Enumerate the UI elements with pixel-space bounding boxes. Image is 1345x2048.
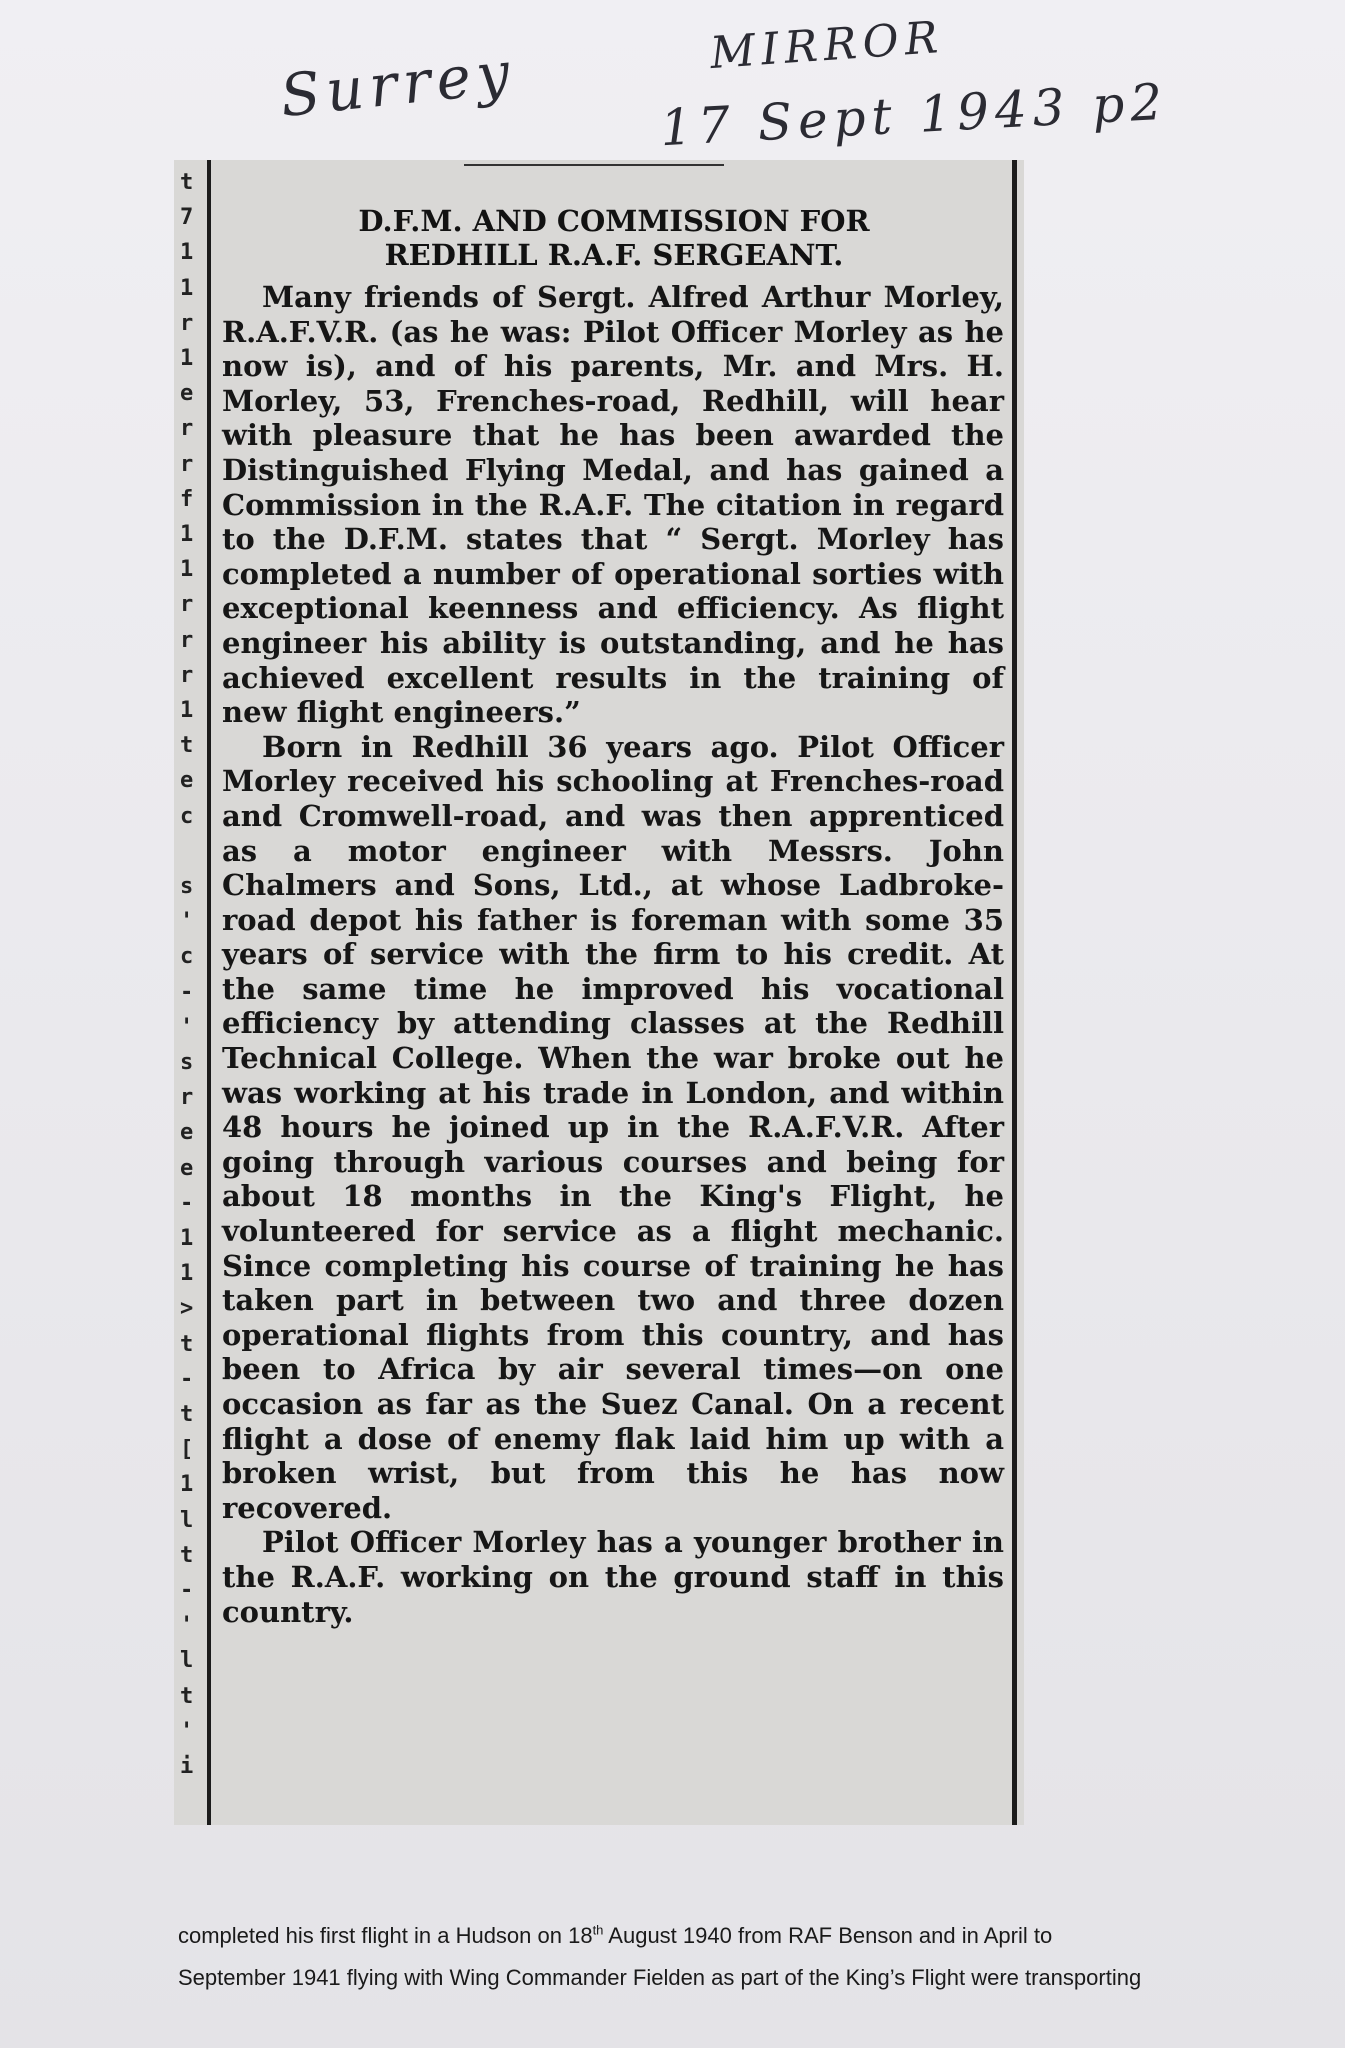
edge-fragment: r — [180, 1085, 194, 1111]
edge-fragment: - — [180, 979, 194, 1005]
edge-fragment: s — [180, 874, 194, 899]
edge-fragment: c — [180, 803, 194, 829]
edge-fragment: r — [180, 416, 194, 442]
edge-fragment: e — [180, 768, 194, 794]
edge-fragment: e — [180, 381, 194, 407]
handwritten-annotation — [270, 11, 1270, 160]
clipped-column-edge — [176, 170, 198, 1810]
edge-fragment: 1 — [180, 698, 194, 723]
edge-fragment: r — [180, 310, 194, 336]
edge-fragment: 1 — [180, 522, 194, 547]
headline-line-2: REDHILL R.A.F. SERGEANT. — [384, 238, 844, 272]
edge-fragment: t — [180, 1683, 194, 1709]
edge-fragment: t — [180, 1542, 194, 1568]
edge-fragment: c — [180, 944, 194, 970]
edge-fragment: i — [180, 1754, 194, 1779]
caption-line-1-end: August 1940 from RAF Benson and in April to — [603, 1923, 1053, 1948]
edge-fragment: 1 — [180, 346, 194, 371]
edge-fragment: r — [180, 592, 194, 618]
edge-fragment: r — [180, 662, 194, 688]
edge-fragment: t — [180, 1402, 194, 1427]
edge-fragment: e — [180, 1120, 194, 1146]
edge-fragment: 1 — [180, 1261, 194, 1287]
edge-fragment: 1 — [180, 1472, 194, 1498]
edge-fragment: 7 — [180, 205, 194, 231]
edge-fragment: 1 — [180, 557, 194, 583]
edge-fragment: 1 — [180, 275, 194, 301]
edge-fragment: - — [180, 1190, 194, 1216]
column-rule-left — [207, 160, 211, 1825]
article-paragraph-3: Pilot Officer Morley has a younger brother in the R.A.F. working on the ground staff in this country. — [222, 1525, 1004, 1629]
edge-fragment: l — [180, 1507, 194, 1533]
edge-fragment: f — [180, 486, 194, 512]
caption-ordinal-suffix: th — [592, 1922, 604, 1938]
article-paragraph-2: Born in Redhill 36 years ago. Pilot Officer Morley received his schooling at Frenches-road and Cromwell-road, and was then apprenticed as a motor engineer with Messrs. John Chalmers and Sons, Ltd., at whose Ladbroke-road depot his father is foreman with some 35 years of service with the firm to his credit. At the same time he improved his vocational efficiency by attending classes at the Redhill Technical College. When the war broke out he was working at his trade in London, and within 48 hours he joined up in the R.A.F.V.R. After going through various courses and being for about 18 months in the King's Flight, he volunteered for service as a flight mechanic. Since completing his course of training he has taken part in between two and three dozen operational flights from this country, and has been to Africa by air several times—on one occasion as far as the Suez Canal. On a recent flight a dose of enemy flak laid him up with a broken wrist, but from this he has now recovered. — [222, 729, 1004, 1525]
edge-fragment: l — [180, 1648, 194, 1674]
caption-line-2: September 1941 flying with Wing Commander Fielden as part of the King’s Flight were transporting — [178, 1965, 1142, 1990]
edge-fragment: - — [180, 1578, 194, 1603]
edge-fragment: s — [180, 1050, 194, 1075]
column-rule-right — [1012, 160, 1017, 1825]
handwritten-title: MIRROR — [708, 11, 946, 80]
edge-fragment: - — [180, 1366, 194, 1392]
article-paragraph-1: Many friends of Sergt. Alfred Arthur Morley, R.A.F.V.R. (as he was: Pilot Officer Morley as he now is), and of his parents, Mr. and Mrs. H. Morley, 53, Frenches-road, Redhill, will hear with pleasure that he has been awarded the Distinguished Flying Medal, and has gained a Commission in the R.A.F. The citation in regard to the D.F.M. states that “ Sergt. Morley has completed a number of operational sorties with exceptional keenness and efficiency. As flight engineer his ability is outstanding, and he has achieved excellent results in the training of new flight engineers.” — [222, 280, 1004, 730]
newspaper-clipping — [174, 160, 1024, 1825]
edge-fragment: r — [180, 627, 194, 653]
edge-fragment: e — [180, 1155, 194, 1181]
article-headline — [244, 204, 984, 272]
edge-fragment: r — [180, 451, 194, 477]
handwritten-publication: Surrey — [277, 37, 519, 131]
caption-line-1 — [178, 1915, 1345, 1957]
edge-fragment: ' — [180, 1014, 194, 1040]
edge-fragment: t — [180, 733, 194, 759]
page-caption — [178, 1915, 1345, 1999]
article-body — [222, 280, 1004, 1629]
caption-line-1-start: completed his first flight in a Hudson on 18 — [178, 1923, 593, 1948]
handwritten-date: 17 Sept 1943 p2 — [658, 72, 1170, 158]
edge-fragment: > — [180, 1296, 194, 1322]
edge-fragment: ' — [180, 1613, 194, 1639]
headline-line-1: D.F.M. AND COMMISSION FOR — [358, 204, 870, 238]
edge-fragment: ' — [180, 909, 194, 935]
edge-fragment: t — [180, 1331, 194, 1357]
edge-fragment: t — [180, 170, 194, 195]
headline-rule — [464, 164, 724, 166]
edge-fragment: [ — [180, 1437, 194, 1463]
edge-fragment: 1 — [180, 1226, 194, 1251]
edge-fragment: 1 — [180, 240, 194, 266]
edge-fragment: ' — [180, 1718, 194, 1744]
